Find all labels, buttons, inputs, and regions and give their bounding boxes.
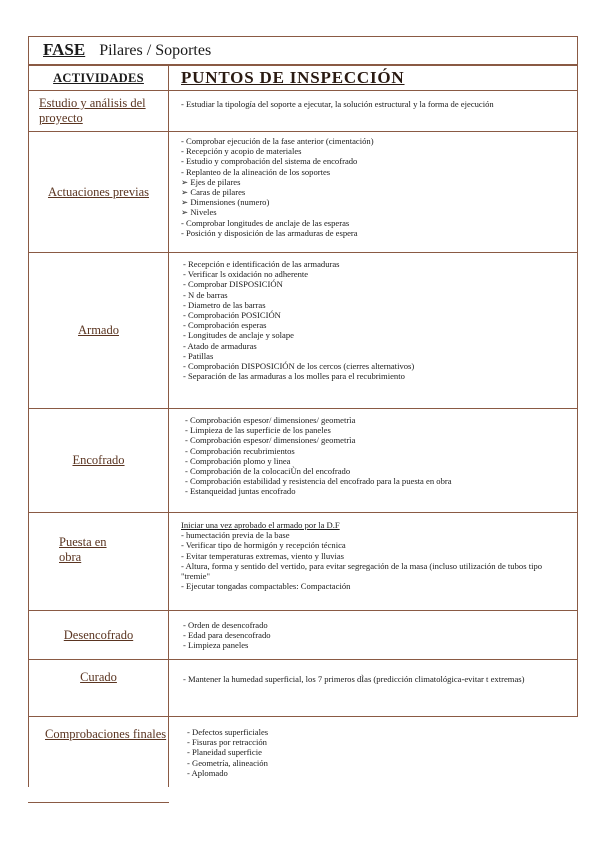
list-item: - Comprobación espesor/ dimensiones/ geometrìa xyxy=(185,435,356,446)
activity-label: Desencofrado xyxy=(63,627,134,642)
list-item: - Comprobación esperas xyxy=(183,320,267,331)
list-item: - Limpieza paneles xyxy=(183,640,249,651)
activity-cell xyxy=(29,132,169,253)
inspection-table xyxy=(28,36,578,787)
list-item: - Planeidad superficie xyxy=(187,747,262,758)
activity-cell xyxy=(29,611,169,660)
points-list xyxy=(169,660,577,684)
list-item: - Edad para desencofrado xyxy=(183,630,271,641)
list-item: - Comprobación de la colocaciÙn del encofrado xyxy=(185,466,351,477)
list-item: - Comprobar DISPOSICIÓN xyxy=(183,279,283,290)
inspection-sheet xyxy=(28,36,578,787)
list-item: ➢ Caras de pilares xyxy=(181,187,246,198)
bottom-rule xyxy=(28,802,169,803)
list-item: - Estudio y comprobación del sistema de encofrado xyxy=(181,156,358,167)
list-item: - humectación previa de la base xyxy=(181,530,290,541)
points-list xyxy=(169,717,578,778)
points-cell xyxy=(169,660,578,717)
table-row xyxy=(29,717,578,787)
table-row xyxy=(29,132,578,253)
activity-cell xyxy=(29,660,169,717)
list-item: - Verificar tipo de hormigón y recepción técnica xyxy=(181,540,346,551)
header-row xyxy=(29,65,578,91)
list-item: ➢ Ejes de pilares xyxy=(181,176,241,187)
activity-cell xyxy=(29,409,169,513)
list-item: - Comprobación DISPOSICIÓN de los cercos (cierres alternativos) xyxy=(183,361,415,372)
activity-label: Estudio y análisis del proyecto xyxy=(39,96,146,125)
list-item: - Geometría, alineación xyxy=(187,757,268,768)
list-item: - Comprobar longitudes de anclaje de las esperas xyxy=(181,217,350,228)
points-list xyxy=(169,611,577,651)
activity-label: Puesta en obra xyxy=(59,535,107,564)
list-item: - Longitudes de anclaje y solape xyxy=(183,330,294,341)
activity-label: Encofrado xyxy=(72,453,125,467)
list-item: - Comprobación recubrimientos xyxy=(185,445,295,456)
fase-title: Pilares / Soportes xyxy=(99,42,212,59)
list-item: - Ejecutar tongadas compactables: Compactación xyxy=(181,581,351,592)
list-item: - Orden de desencofrado xyxy=(183,620,268,630)
list-item: ➢ Dimensiones (numero) xyxy=(181,197,270,208)
list-item: - N de barras xyxy=(183,289,228,300)
title-row xyxy=(29,37,578,66)
column-header-puntos: PUNTOS DE INSPECCIÓN xyxy=(169,65,578,91)
list-item: - Comprobación plomo y linea xyxy=(185,455,291,466)
table-row xyxy=(29,253,578,409)
list-item: - Recepción e identificación de las armaduras xyxy=(183,259,340,269)
table-row xyxy=(29,513,578,611)
points-list xyxy=(169,132,577,238)
points-list xyxy=(169,253,577,381)
title-cell xyxy=(29,37,578,66)
activity-cell xyxy=(29,717,169,787)
list-item: - Mantener la humedad superficial, los 7 primeros dÌas (predicción climatológica-evitar t extremas) xyxy=(183,674,525,684)
list-item: - Replanteo de la alineación de los soportes xyxy=(181,166,331,177)
points-cell xyxy=(169,409,578,513)
list-item: - Comprobación espesor/ dimensiones/ geometrìa xyxy=(185,415,356,425)
list-item: - Estudiar la tipología del soporte a ejecutar, la solución estructural y la forma de ejecución xyxy=(181,99,494,109)
list-item: - Comprobación estabilidad y resistencia del encofrado para la puesta en obra xyxy=(185,476,452,487)
table-row xyxy=(29,409,578,513)
list-item: - Comprobar ejecución de la fase anterior (cimentación) xyxy=(181,136,374,146)
list-item: - Defectos superficiales xyxy=(187,727,269,737)
list-item: - Verificar ls oxidación no adherente xyxy=(183,269,309,280)
list-item: - Posición y disposición de las armaduras de espera xyxy=(181,227,358,238)
list-item: - Limpieza de las superficie de los paneles xyxy=(185,425,331,436)
points-cell xyxy=(169,132,578,253)
activity-cell xyxy=(29,91,169,132)
list-item: - Estanqueidad juntas encofrado xyxy=(185,486,296,497)
activity-label: Armado xyxy=(78,323,119,337)
list-item: - Atado de armaduras xyxy=(183,340,257,351)
table-row xyxy=(29,660,578,717)
points-list xyxy=(169,91,577,109)
activity-cell xyxy=(29,253,169,409)
list-item: - Comprobación POSICIÓN xyxy=(183,310,281,321)
list-item: - Aplomado xyxy=(187,767,228,778)
list-item: - Diametro de las barras xyxy=(183,299,266,310)
points-list xyxy=(169,409,577,497)
points-intro: Iniciar una vez aprobado el armado por la D.F xyxy=(181,520,340,530)
list-item: ➢ Niveles xyxy=(181,207,217,218)
activity-label: Curado xyxy=(80,670,117,684)
points-cell xyxy=(169,717,578,787)
activity-cell xyxy=(29,513,169,611)
activity-label: Comprobaciones finales xyxy=(45,727,167,741)
column-header-actividades: ACTIVIDADES xyxy=(29,65,169,91)
list-item: - Separación de las armaduras a los molles para el recubrimiento xyxy=(183,371,405,382)
points-cell xyxy=(169,513,578,611)
activity-label: Actuaciones previas xyxy=(47,184,149,199)
list-item: - Evitar temperaturas extremas, viento y lluvias xyxy=(181,550,344,561)
points-list xyxy=(169,530,577,591)
table-row xyxy=(29,91,578,132)
list-item: - Recepción y acopio de materiales xyxy=(181,146,302,157)
list-item: - Patillas xyxy=(183,350,214,361)
points-cell xyxy=(169,253,578,409)
points-cell xyxy=(169,91,578,132)
list-item: - Altura, forma y sentido del vertido, para evitar segregación de la masa (incluso utilización de tubos tipo "tremie" xyxy=(181,560,545,582)
points-cell xyxy=(169,611,578,660)
list-item: - Fisuras por retracción xyxy=(187,737,267,748)
fase-label: FASE xyxy=(43,40,86,59)
table-row xyxy=(29,611,578,660)
